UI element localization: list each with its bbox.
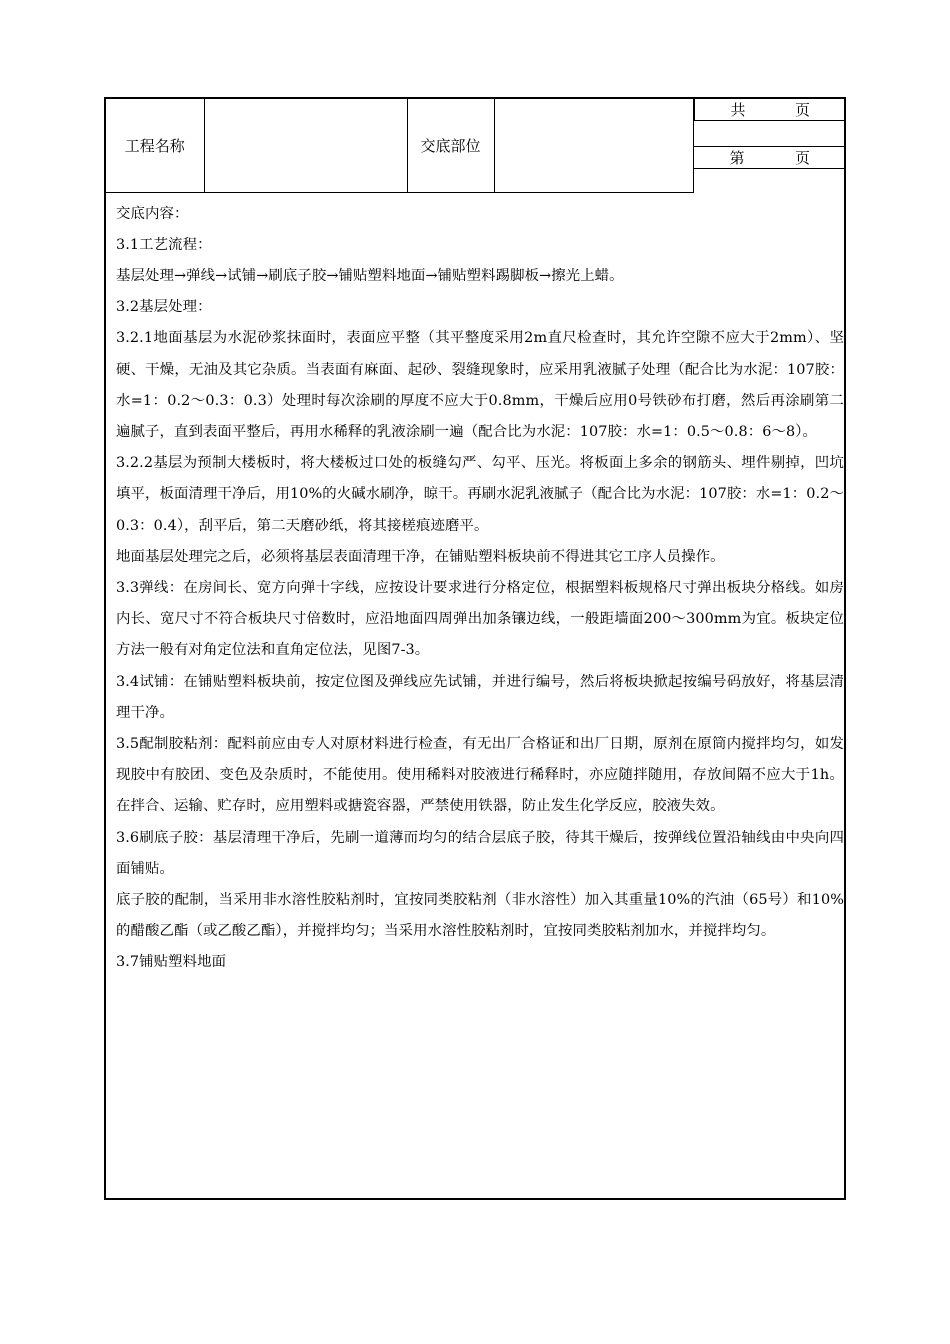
current-page-prefix: 第 xyxy=(729,149,745,167)
paragraph-3-7-title: 3.7铺贴塑料地面 xyxy=(116,954,227,971)
paragraph-3-2-title: 3.2基层处理： xyxy=(116,299,212,316)
current-page-suffix: 页 xyxy=(794,149,810,167)
disclosure-sheet xyxy=(104,97,846,1200)
paragraph-3-4: 3.4试铺：在铺贴塑料板块前，按定位图及弹线应先试铺，并进行编号，然后将板块掀起按编号码放好，将基层清理干净。 xyxy=(116,673,844,721)
total-pages-cell xyxy=(694,99,845,121)
paragraph-3-1-title: 3.1工艺流程： xyxy=(116,236,212,253)
location-label: 交底部位 xyxy=(407,99,494,192)
content-heading: 交底内容： xyxy=(116,205,189,222)
project-name-label: 工程名称 xyxy=(106,99,204,192)
paragraph-3-6: 3.6刷底子胶：基层清理干净后，先刷一道薄而均匀的结合层底子胶，待其干燥后，按弹线位置沿轴线由中央向四面铺贴。 xyxy=(116,829,844,877)
paragraph-primer-mix: 底子胶的配制，当采用非水溶性胶粘剂时，宜按同类胶粘剂（非水溶性）加入其重量10%的汽油（65号）和10%的醋酸乙酯（或乙酸乙酯），并搅拌均匀；当采用水溶性胶粘剂时，宜按同类胶粘剂加水，并搅拌均匀。 xyxy=(116,891,844,940)
paragraph-3-2-1: 3.2.1地面基层为水泥砂浆抹面时，表面应平整（其平整度采用2m直尺检查时，其允许空隙不应大于2mm）、坚硬、干燥，无油及其它杂质。当表面有麻面、起砂、裂缝现象时，应采用乳液腻子处理（配合比为水泥：107胶：水=1：0.2～0.3：0.3）处理时每次涂刷的厚度不应大于0.8mm，干燥后应用0号铁砂布打磨，然后再涂刷第二遍腻子，直到表面平整后，再用水稀释的乳液涂刷一遍（配合比为水泥：107胶：水=1：0.5～0.8：6～8）。 xyxy=(116,330,844,440)
total-pages-prefix: 共 xyxy=(730,101,746,119)
paragraph-process-flow: 基层处理→弹线→试铺→刷底子胶→铺贴塑料地面→铺贴塑料踢脚板→擦光上蜡。 xyxy=(116,267,624,284)
paragraph-base-cleanup: 地面基层处理完之后，必须将基层表面清理干净，在铺贴塑料板块前不得进其它工序人员操作。 xyxy=(116,548,725,565)
total-pages-suffix: 页 xyxy=(794,101,810,119)
disclosure-content xyxy=(106,193,844,979)
current-page-cell xyxy=(694,146,845,169)
paragraph-3-2-2: 3.2.2基层为预制大楼板时，将大楼板过口处的板缝勾严、勾平、压光。将板面上多余的钢筋头、埋件剔掉，凹坑填平，板面清理干净后，用10%的火碱水刷净，晾干。再刷水泥乳液腻子（配合比为水泥：107胶：水=1：0.2～0.3：0.4），刮平后，第二天磨砂纸，将其接槎痕迹磨平。 xyxy=(116,455,844,534)
header-table xyxy=(106,99,844,193)
location-field[interactable] xyxy=(494,99,693,192)
project-name-field[interactable] xyxy=(204,99,407,192)
paragraph-3-5: 3.5配制胶粘剂：配料前应由专人对原材料进行检查，有无出厂合格证和出厂日期，原剂在原筒内搅拌均匀，如发现胶中有胶团、变色及杂质时，不能使用。使用稀料对胶液进行稀释时，亦应随拌随用，存放间隔不应大于1h。在拌合、运输、贮存时，应用塑料或搪瓷容器，严禁使用铁器，防止发生化学反应，胶液失效。 xyxy=(116,735,844,815)
paragraph-3-3: 3.3弹线：在房间长、宽方向弹十字线，应按设计要求进行分格定位，根据塑料板规格尺寸弹出板块分格线。如房内长、宽尺寸不符合板块尺寸倍数时，应沿地面四周弹出加条镶边线，一般距墙面200～300mm为宜。板块定位方法一般有对角定位法和直角定位法，见图7-3。 xyxy=(116,579,844,659)
